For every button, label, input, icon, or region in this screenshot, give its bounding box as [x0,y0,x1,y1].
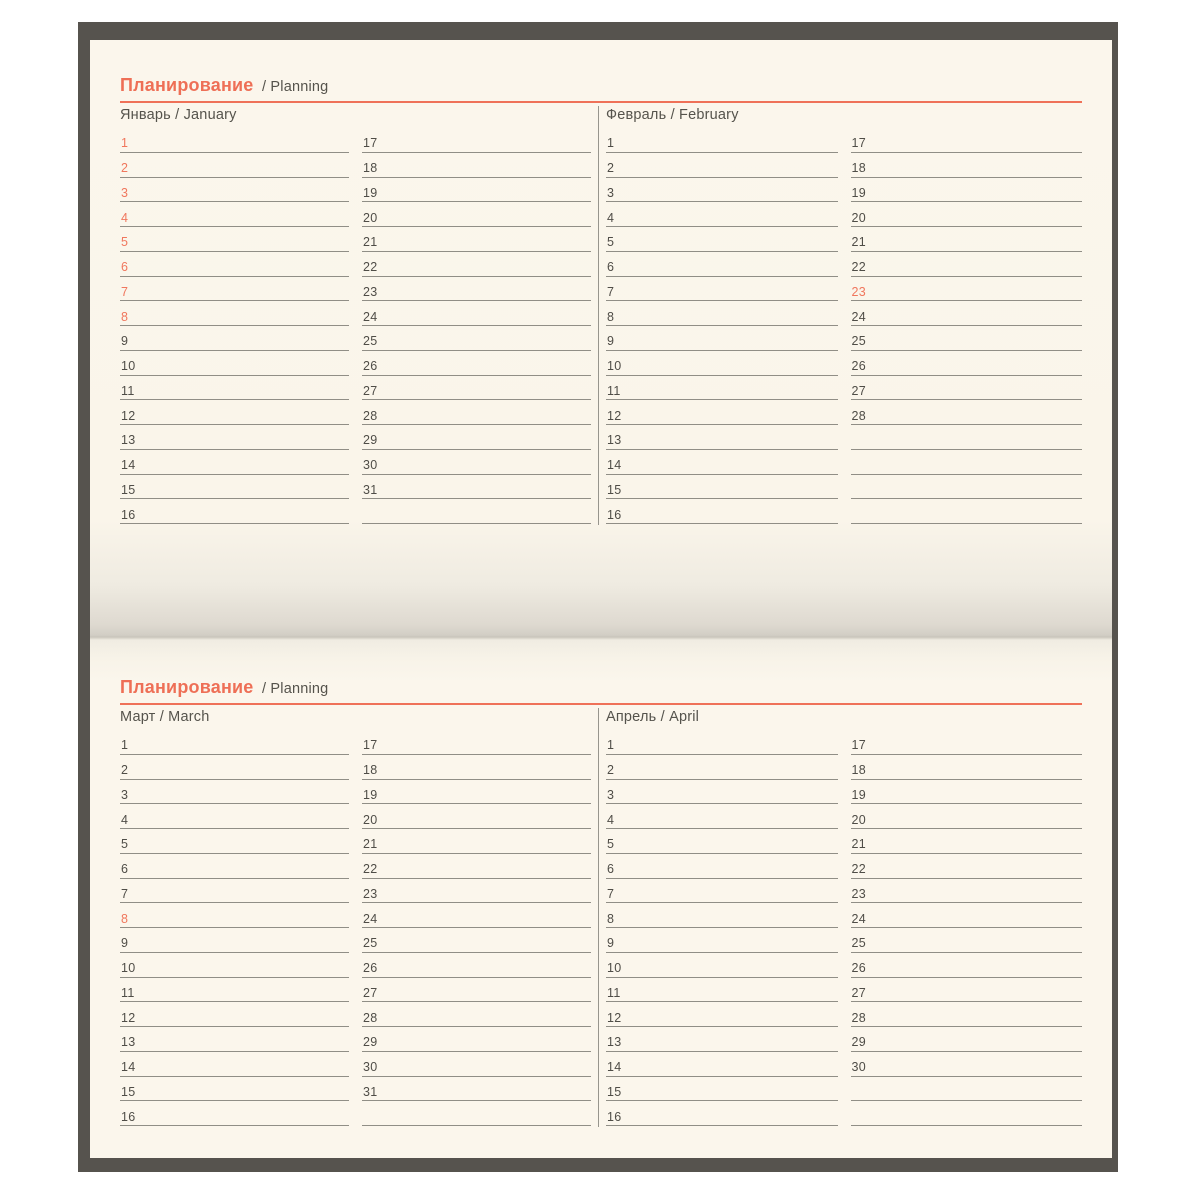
month-columns [120,128,591,524]
date-number: 24 [363,309,378,324]
date-number: 9 [607,936,615,951]
date-row [606,400,838,425]
date-number: 25 [851,936,867,951]
date-number: 12 [121,1010,136,1025]
empty-row [851,499,1083,524]
date-row [606,780,838,805]
date-number: 21 [363,235,378,250]
date-number: 4 [121,812,129,827]
accent-rule [120,101,1082,103]
month-title: Январь / January [120,107,237,123]
date-number: 27 [851,985,867,1000]
date-number: 6 [607,862,615,876]
date-row [851,376,1083,401]
date-number: 16 [607,1109,622,1124]
date-row [606,829,838,854]
date-number: 18 [363,763,378,777]
date-number: 19 [851,185,867,200]
date-row [120,252,349,277]
month-columns [606,730,1082,1126]
date-row [851,755,1083,780]
date-row [606,755,838,780]
date-number: 17 [851,136,867,151]
date-row [606,326,838,351]
date-row [362,202,591,227]
date-number: 17 [851,738,867,753]
date-number: 18 [851,161,867,175]
date-row [851,780,1083,805]
empty-row [851,475,1083,500]
date-number: 11 [121,985,135,1000]
date-row [851,903,1083,928]
date-number: 27 [851,383,867,398]
date-number: 25 [363,936,378,951]
empty-row [851,450,1083,475]
date-row [362,425,591,450]
date-number: 8 [121,309,129,324]
date-number: 13 [607,1035,622,1050]
date-number: 4 [607,210,615,225]
date-number: 4 [607,812,615,827]
date-row [120,879,349,904]
date-number: 5 [121,235,129,250]
month-block-january [120,105,591,524]
date-row [851,978,1083,1003]
month-title: Март / March [120,709,210,725]
date-row [851,928,1083,953]
months-row [120,105,1082,524]
date-row [606,252,838,277]
date-row [606,153,838,178]
date-row [851,730,1083,755]
date-number: 10 [607,359,622,373]
date-number: 21 [363,837,378,852]
date-number: 5 [121,837,129,852]
date-row [606,475,838,500]
date-row [851,953,1083,978]
date-number: 14 [121,458,136,472]
date-number: 2 [607,763,615,777]
date-row [851,1002,1083,1027]
date-row [362,326,591,351]
date-number: 27 [363,985,378,1000]
date-number: 22 [851,260,867,274]
date-number: 23 [851,284,867,299]
date-row [606,978,838,1003]
month-columns [606,128,1082,524]
date-row [362,854,591,879]
date-row [120,1101,349,1126]
date-row [606,301,838,326]
date-number: 24 [851,911,867,926]
date-number: 2 [121,161,129,175]
date-number: 15 [607,482,622,497]
date-number: 28 [363,408,378,423]
date-row [851,277,1083,302]
date-row [851,854,1083,879]
date-row [120,804,349,829]
date-number: 25 [363,334,378,349]
date-number: 7 [607,886,615,901]
date-row [120,400,349,425]
date-number: 14 [121,1060,136,1074]
date-number: 26 [363,961,378,975]
date-row [362,128,591,153]
date-number: 9 [607,334,615,349]
date-number: 11 [607,383,621,398]
month-column [120,128,349,524]
section-title-ru: Планирование [120,75,254,95]
date-number: 1 [607,136,615,151]
date-row [606,277,838,302]
date-row [120,153,349,178]
date-number: 15 [121,482,136,497]
empty-row [851,1077,1083,1102]
date-row [606,1002,838,1027]
month-column [606,730,838,1126]
section-heading [120,678,328,698]
month-column [851,730,1083,1126]
date-number: 11 [607,985,621,1000]
date-number: 28 [851,1010,867,1025]
date-row [606,227,838,252]
date-row [851,202,1083,227]
date-row [362,1002,591,1027]
date-number: 31 [363,482,378,497]
section-title-en: / Planning [261,681,329,697]
date-number: 22 [363,260,378,274]
date-row [120,128,349,153]
date-number: 28 [851,408,867,423]
date-row [606,128,838,153]
date-row [362,780,591,805]
date-row [362,400,591,425]
date-row [120,376,349,401]
date-number: 29 [851,1035,867,1050]
date-row [120,1052,349,1077]
date-row [606,903,838,928]
date-number: 16 [121,507,136,522]
date-number: 7 [121,886,129,901]
date-row [362,903,591,928]
date-row [851,128,1083,153]
date-row [120,780,349,805]
date-row [362,227,591,252]
section-heading [120,76,328,96]
date-number: 20 [851,210,867,225]
date-number: 12 [121,408,136,423]
date-row [120,903,349,928]
date-row [362,153,591,178]
date-number: 3 [121,787,129,802]
date-number: 22 [363,862,378,876]
months-row [120,707,1082,1126]
accent-rule [120,703,1082,705]
date-row [851,829,1083,854]
date-row [362,879,591,904]
date-number: 19 [363,185,378,200]
date-number: 10 [121,961,136,975]
date-row [120,928,349,953]
date-number: 19 [851,787,867,802]
date-row [362,804,591,829]
date-row [362,755,591,780]
planner-spread-page [90,40,1112,1158]
date-row [606,425,838,450]
notebook-cover [78,22,1118,1172]
date-row [120,1027,349,1052]
date-row [362,450,591,475]
date-number: 15 [607,1084,622,1099]
date-row [362,928,591,953]
date-row [851,351,1083,376]
date-row [851,400,1083,425]
month-column [120,730,349,1126]
date-row [362,475,591,500]
date-row [606,730,838,755]
date-number: 13 [121,1035,136,1050]
date-number: 6 [121,862,129,876]
planning-section-top [90,40,1112,598]
empty-row [362,1101,591,1126]
date-number: 1 [121,136,129,151]
date-row [362,1052,591,1077]
date-row [120,450,349,475]
date-row [851,879,1083,904]
empty-row [362,499,591,524]
date-row [120,755,349,780]
month-title: Февраль / February [606,107,739,123]
date-number: 8 [607,309,615,324]
date-row [120,202,349,227]
date-number: 30 [363,1060,378,1074]
date-number: 29 [363,433,378,448]
date-number: 27 [363,383,378,398]
date-row [606,351,838,376]
date-number: 12 [607,408,622,423]
date-row [851,153,1083,178]
month-column [362,128,591,524]
date-row [851,252,1083,277]
date-number: 18 [363,161,378,175]
date-row [120,854,349,879]
date-row [362,978,591,1003]
date-row [362,1077,591,1102]
month-column [606,128,838,524]
date-row [120,227,349,252]
date-row [606,1077,838,1102]
date-number: 17 [363,738,378,753]
month-block-march [120,707,591,1126]
date-number: 23 [363,284,378,299]
date-row [606,804,838,829]
date-row [120,953,349,978]
date-number: 11 [121,383,135,398]
date-number: 13 [607,433,622,448]
date-number: 14 [607,1060,622,1074]
date-number: 26 [851,359,867,373]
date-row [606,1027,838,1052]
date-row [120,1002,349,1027]
date-row [851,326,1083,351]
section-title-ru: Планирование [120,677,254,697]
date-row [120,301,349,326]
date-number: 6 [121,260,129,274]
date-row [362,351,591,376]
date-number: 21 [851,235,867,250]
date-row [362,730,591,755]
month-title: Апрель / April [606,709,700,725]
date-number: 15 [121,1084,136,1099]
date-row [120,425,349,450]
date-row [606,928,838,953]
date-number: 24 [851,309,867,324]
date-row [120,351,349,376]
date-number: 6 [607,260,615,274]
date-number: 20 [363,210,378,225]
date-row [120,499,349,524]
date-row [120,730,349,755]
date-number: 1 [121,738,129,753]
date-row [851,1027,1083,1052]
date-number: 31 [363,1084,378,1099]
date-row [606,499,838,524]
date-row [362,301,591,326]
date-number: 16 [607,507,622,522]
date-number: 21 [851,837,867,852]
section-title-en: / Planning [261,79,329,95]
month-columns [120,730,591,1126]
date-number: 17 [363,136,378,151]
date-row [120,475,349,500]
date-number: 30 [363,458,378,472]
date-row [606,202,838,227]
month-block-february [606,105,1082,524]
date-number: 25 [851,334,867,349]
date-row [120,1077,349,1102]
date-row [851,178,1083,203]
date-row [851,227,1083,252]
date-row [120,178,349,203]
date-number: 20 [363,812,378,827]
date-number: 8 [121,911,129,926]
date-number: 16 [121,1109,136,1124]
month-block-april [606,707,1082,1126]
date-number: 9 [121,936,129,951]
date-number: 3 [607,787,615,802]
date-number: 3 [121,185,129,200]
month-column [851,128,1083,524]
empty-row [851,425,1083,450]
date-number: 5 [607,837,615,852]
date-row [606,178,838,203]
date-number: 2 [121,763,129,777]
date-row [606,376,838,401]
date-number: 8 [607,911,615,926]
date-number: 3 [607,185,615,200]
date-row [606,879,838,904]
date-row [851,804,1083,829]
date-number: 24 [363,911,378,926]
date-row [851,301,1083,326]
date-number: 13 [121,433,136,448]
date-row [606,1052,838,1077]
date-number: 4 [121,210,129,225]
date-number: 28 [363,1010,378,1025]
date-number: 5 [607,235,615,250]
date-row [120,829,349,854]
date-row [120,326,349,351]
planning-section-bottom [90,642,1112,1200]
date-row [606,854,838,879]
date-row [120,978,349,1003]
date-row [362,178,591,203]
date-row [606,953,838,978]
date-row [606,1101,838,1126]
date-number: 7 [121,284,129,299]
date-row [362,1027,591,1052]
date-number: 10 [607,961,622,975]
date-number: 22 [851,862,867,876]
date-row [362,252,591,277]
date-number: 10 [121,359,136,373]
date-number: 7 [607,284,615,299]
empty-row [851,1101,1083,1126]
date-row [851,1052,1083,1077]
month-column [362,730,591,1126]
date-number: 26 [851,961,867,975]
date-row [606,450,838,475]
date-number: 23 [363,886,378,901]
date-row [120,277,349,302]
date-number: 18 [851,763,867,777]
date-number: 1 [607,738,615,753]
date-number: 12 [607,1010,622,1025]
date-number: 23 [851,886,867,901]
date-row [362,953,591,978]
date-number: 29 [363,1035,378,1050]
date-number: 19 [363,787,378,802]
date-row [362,376,591,401]
date-number: 26 [363,359,378,373]
date-number: 2 [607,161,615,175]
date-number: 9 [121,334,129,349]
date-row [362,829,591,854]
date-number: 30 [851,1060,867,1074]
date-number: 14 [607,458,622,472]
date-row [362,277,591,302]
date-number: 20 [851,812,867,827]
